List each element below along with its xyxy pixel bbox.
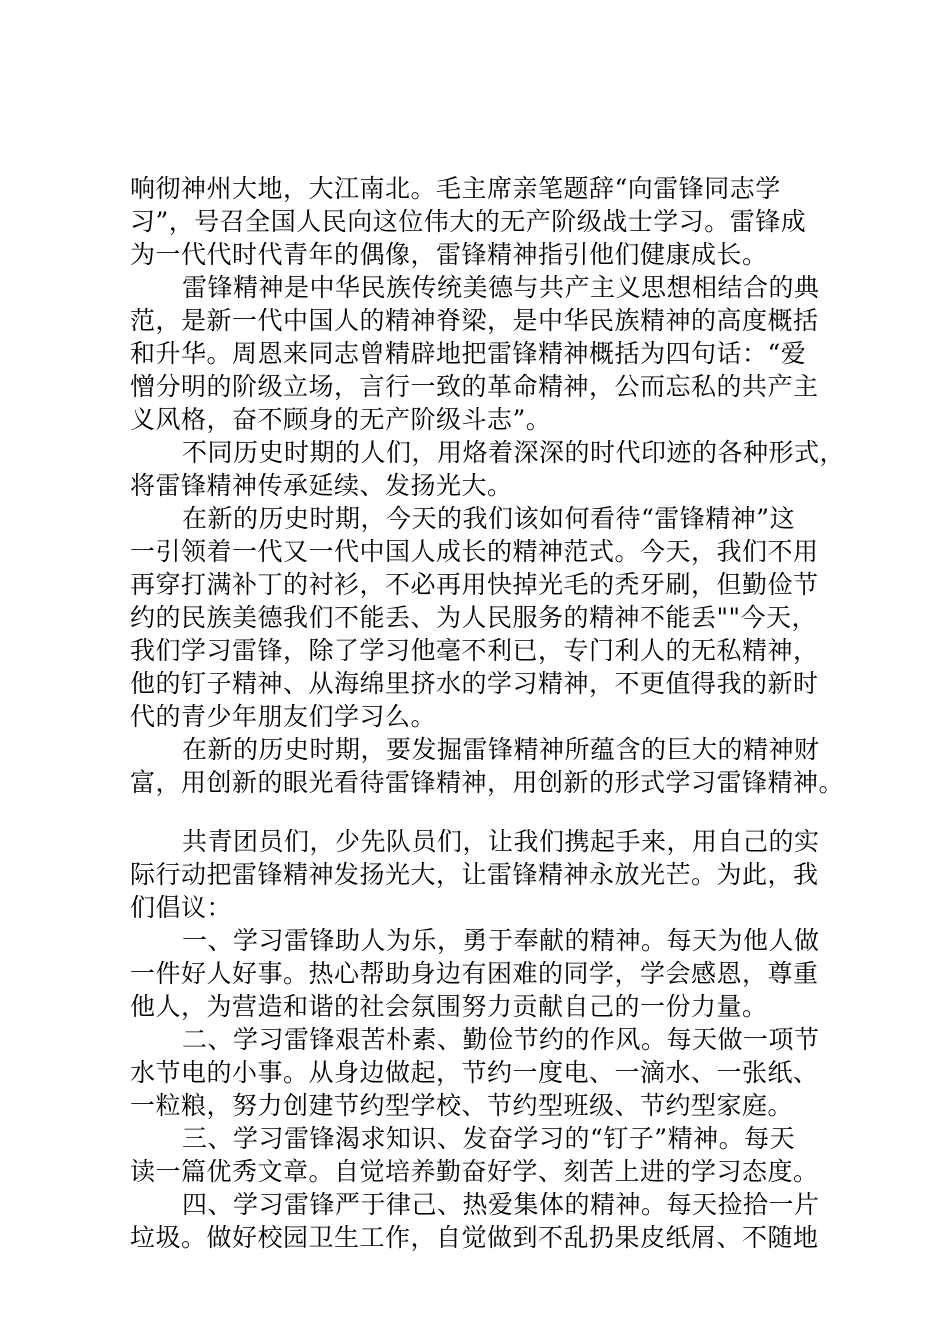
paragraph-first-line: 共青团员们，少先队员们，让我们携起手来，用自己的实 [182,827,820,856]
paragraph-first-line: 在新的历史时期，要发掘雷锋精神所蕴含的巨大的精神财 [182,735,820,764]
text-line: 垃圾。做好校园卫生工作，自觉做到不乱扔果皮纸屑、不随地 [130,1223,819,1252]
text-line: 再穿打满补丁的衬衫，不必再用快掉光毛的秃牙刷，但勤俭节 [130,570,819,599]
paragraph-first-line: 在新的历史时期，今天的我们该如何看待“雷锋精神”这 [182,504,796,533]
text-line: 憎分明的阶级立场，言行一致的革命精神，公而忘私的共产主 [130,372,819,401]
text-line: 义风格，奋不顾身的无产阶级斗志”。 [130,405,552,434]
text-line: 一件好人好事。热心帮助身边有困难的同学，学会感恩，尊重 [130,959,819,988]
text-line: 将雷锋精神传承延续、发扬光大。 [130,471,513,500]
paragraph-first-line: 二、学习雷锋艰苦朴素、勤俭节约的作风。每天做一项节 [182,1025,820,1054]
text-line: 读一篇优秀文章。自觉培养勤奋好学、刻苦上进的学习态度。 [130,1157,819,1186]
text-line: 我们学习雷锋，除了学习他毫不利已，专门利人的无私精神， [130,636,819,665]
paragraph-first-line: 一、学习雷锋助人为乐，勇于奉献的精神。每天为他人做 [182,926,820,955]
text-line: 一粒粮，努力创建节约型学校、节约型班级、节约型家庭。 [130,1091,794,1120]
text-line: 响彻神州大地，大江南北。毛主席亲笔题辞“向雷锋同志学 [130,174,781,203]
text-line: 他的钉子精神、从海绵里挤水的学习精神，不更值得我的新时 [130,669,819,698]
text-line: 富，用创新的眼光看待雷锋精神，用创新的形式学习雷锋精神。 [130,768,845,797]
paragraph-first-line: 不同历史时期的人们，用烙着深深的时代印迹的各种形式， [182,438,846,467]
text-line: 水节电的小事。从身边做起，节约一度电、一滴水、一张纸、 [130,1058,819,1087]
blank-line [130,799,840,825]
text-line: 际行动把雷锋精神发扬光大，让雷锋精神永放光芒。为此，我 [130,860,819,889]
text-line: 们倡议： [130,893,233,922]
text-line: 一引领着一代又一代中国人成长的精神范式。今天，我们不用 [130,537,819,566]
text-line: 和升华。周恩来同志曾精辟地把雷锋精神概括为四句话：“爱 [130,339,807,368]
paragraph-first-line: 四、学习雷锋严于律己、热爱集体的精神。每天捡拾一片 [182,1190,820,1219]
text-line: 习”，号召全国人民向这位伟大的无产阶级战士学习。雷锋成 [130,207,807,236]
paragraph-first-line: 三、学习雷锋渴求知识、发奋学习的“钉子”精神。每天 [182,1124,796,1153]
document-body [130,172,846,1254]
paragraph-first-line: 雷锋精神是中华民族传统美德与共产主义思想相结合的典 [182,273,820,302]
text-line: 范，是新一代中国人的精神脊梁，是中华民族精神的高度概括 [130,306,819,335]
text-line: 他人，为营造和谐的社会氛围努力贡献自己的一份力量。 [130,992,768,1021]
text-line: 约的民族美德我们不能丢、为人民服务的精神不能丢""今天， [130,603,818,632]
text-line: 代的青少年朋友们学习么。 [130,702,437,731]
text-line: 为一代代时代青年的偶像，雷锋精神指引他们健康成长。 [130,240,768,269]
